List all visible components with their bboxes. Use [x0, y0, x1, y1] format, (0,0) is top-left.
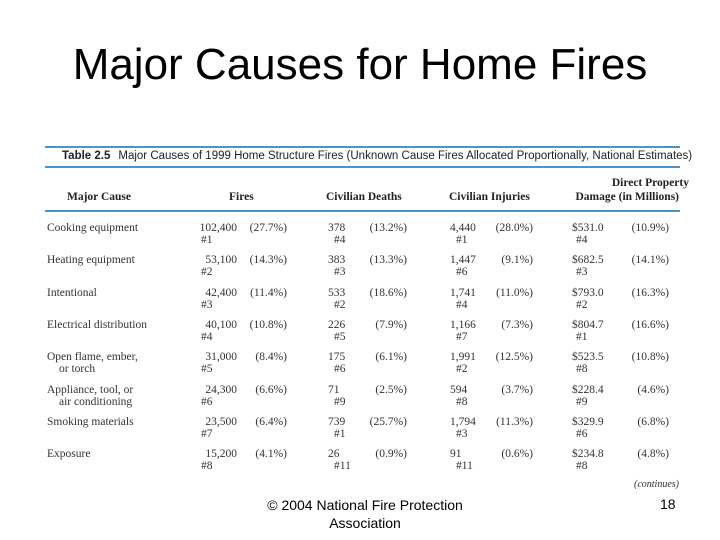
table-header-rule — [45, 210, 680, 212]
cell-fires-pct: (14.3%) — [249, 254, 287, 267]
header-civilian-injuries: Civilian Injuries — [449, 191, 530, 203]
cell-damage-pct: (16.3%) — [631, 286, 669, 299]
cell-fires-pct: (11.4%) — [250, 286, 287, 299]
cell-deaths: 383 — [328, 254, 346, 267]
header-damage-line1: Direct Property — [611, 177, 689, 189]
cell-fires-rank: #2 — [201, 266, 213, 279]
cell-damage: $329.9 — [572, 415, 604, 428]
cell-damage: $523.5 — [572, 351, 604, 364]
cell-deaths-pct: (13.2%) — [369, 222, 407, 234]
cell-damage-rank: #8 — [576, 460, 588, 473]
cell-cause: Open flame, ember, — [47, 351, 138, 364]
cell-fires-pct: (4.1%) — [255, 448, 287, 461]
cell-injuries-rank: #3 — [456, 427, 468, 440]
cell-injuries: 1,741 — [450, 286, 476, 299]
cell-fires-rank: #5 — [201, 363, 213, 376]
cell-damage-rank: #1 — [576, 330, 588, 343]
cell-deaths-rank: #6 — [334, 363, 346, 376]
cell-injuries-pct: (12.5%) — [495, 351, 533, 364]
cell-fires-rank: #3 — [201, 298, 213, 311]
cell-fires-pct: (6.6%) — [255, 383, 287, 396]
cell-injuries-pct: (11.0%) — [496, 286, 533, 299]
table-caption-rule — [45, 166, 680, 168]
cell-damage-pct: (4.6%) — [637, 383, 669, 396]
cell-injuries-rank: #7 — [456, 330, 468, 343]
header-fires: Fires — [229, 191, 254, 203]
table-caption-text: Major Causes of 1999 Home Structure Fires (Unknown Cause Fires Allocated Proportionally, National Estimates) — [118, 150, 693, 162]
table-top-rule — [45, 146, 680, 148]
cell-deaths-rank: #1 — [334, 427, 346, 440]
cell-deaths: 71 — [328, 383, 340, 396]
cell-deaths-rank: #4 — [334, 234, 346, 246]
cell-deaths: 226 — [328, 318, 346, 331]
cell-injuries: 91 — [450, 448, 462, 461]
cell-fires: 24,300 — [205, 383, 237, 396]
cell-fires-rank: #7 — [201, 427, 213, 440]
cell-fires-pct: (6.4%) — [255, 415, 287, 428]
cell-damage-rank: #4 — [576, 234, 588, 246]
cell-deaths: 533 — [328, 286, 346, 299]
cell-cause: Appliance, tool, or — [47, 383, 134, 396]
cell-damage-pct: (16.6%) — [631, 318, 669, 331]
cell-injuries-rank: #1 — [456, 234, 468, 246]
cell-damage: $531.0 — [572, 222, 604, 234]
continues-note: (continues) — [634, 479, 679, 490]
cell-deaths-pct: (25.7%) — [369, 415, 407, 428]
cell-fires-pct: (27.7%) — [249, 222, 287, 234]
cell-deaths-rank: #11 — [334, 460, 351, 473]
cell-damage-pct: (6.8%) — [637, 415, 669, 428]
cell-fires-rank: #8 — [201, 460, 213, 473]
cell-cause: Electrical distribution — [47, 318, 147, 331]
cell-injuries: 1,991 — [450, 351, 476, 364]
cell-fires: 23,500 — [205, 415, 237, 428]
cell-damage-rank: #3 — [576, 266, 588, 279]
cell-injuries-pct: (28.0%) — [495, 222, 533, 234]
cell-injuries: 4,440 — [450, 222, 476, 234]
cell-deaths: 26 — [328, 448, 340, 461]
cell-deaths-pct: (2.5%) — [375, 383, 407, 396]
cell-fires-rank: #1 — [201, 234, 213, 246]
cell-injuries-pct: (0.6%) — [501, 448, 533, 461]
cell-injuries: 1,794 — [450, 415, 476, 428]
cell-cause: Intentional — [47, 286, 97, 299]
cell-fires-pct: (10.8%) — [249, 318, 287, 331]
cell-injuries-pct: (9.1%) — [501, 254, 533, 267]
cell-damage-rank: #6 — [576, 427, 588, 440]
cell-damage: $793.0 — [572, 286, 604, 299]
footer-copyright: © 2004 National Fire Protection Association — [267, 497, 463, 531]
cell-injuries-pct: (3.7%) — [501, 383, 533, 396]
cell-damage-pct: (10.9%) — [631, 222, 669, 234]
cell-injuries-rank: #4 — [456, 298, 468, 311]
cell-damage-pct: (14.1%) — [631, 254, 669, 267]
cell-fires: 15,200 — [205, 448, 237, 461]
page-number: 18 — [660, 496, 676, 512]
cell-damage-rank: #9 — [576, 395, 588, 408]
cell-fires: 102,400 — [199, 222, 237, 234]
cell-deaths-pct: (0.9%) — [375, 448, 407, 461]
header-damage-line2: Damage (in Millions) — [575, 191, 679, 203]
cell-fires-rank: #4 — [201, 330, 213, 343]
cell-damage-rank: #2 — [576, 298, 588, 311]
cell-deaths-pct: (18.6%) — [369, 286, 407, 299]
table-label: Table 2.5 — [62, 150, 111, 162]
cell-injuries: 1,447 — [450, 254, 476, 267]
cell-deaths-pct: (6.1%) — [375, 351, 407, 364]
header-major-cause: Major Cause — [67, 191, 131, 203]
cell-deaths-rank: #5 — [334, 330, 346, 343]
cell-fires: 31,000 — [205, 351, 237, 364]
cell-deaths-rank: #9 — [334, 395, 346, 408]
cell-fires: 40,100 — [205, 318, 237, 331]
cell-damage: $682.5 — [572, 254, 604, 267]
cell-damage: $234.8 — [572, 448, 604, 461]
cell-injuries-pct: (11.3%) — [496, 415, 533, 428]
cell-fires-rank: #6 — [201, 395, 213, 408]
cell-injuries-rank: #8 — [456, 395, 468, 408]
table-caption — [62, 150, 692, 162]
cell-cause: Cooking equipment — [47, 222, 139, 234]
cell-damage-rank: #8 — [576, 363, 588, 376]
header-civilian-deaths: Civilian Deaths — [326, 191, 402, 203]
cell-cause-line2: air conditioning — [59, 395, 133, 408]
cell-damage: $228.4 — [572, 383, 604, 396]
cell-injuries-rank: #11 — [456, 460, 473, 473]
cell-deaths-pct: (7.9%) — [375, 318, 407, 331]
cell-injuries: 594 — [450, 383, 468, 396]
cell-fires: 53,100 — [205, 254, 237, 267]
cell-damage-pct: (10.8%) — [631, 351, 669, 364]
cell-deaths-rank: #3 — [334, 266, 346, 279]
slide-title: Major Causes for Home Fires — [72, 40, 648, 89]
cell-deaths-rank: #2 — [334, 298, 346, 311]
cell-injuries: 1,166 — [450, 318, 476, 331]
cell-injuries-rank: #6 — [456, 266, 468, 279]
cell-deaths: 739 — [328, 415, 346, 428]
cell-injuries-pct: (7.3%) — [501, 318, 533, 331]
cell-deaths: 175 — [328, 351, 346, 364]
cell-cause: Heating equipment — [47, 254, 135, 267]
cell-deaths: 378 — [328, 222, 346, 234]
cell-deaths-pct: (13.3%) — [369, 254, 407, 267]
cell-cause-line2: or torch — [59, 363, 96, 376]
cell-cause: Smoking materials — [47, 415, 134, 428]
cell-fires: 42,400 — [205, 286, 237, 299]
cell-damage-pct: (4.8%) — [637, 448, 669, 461]
cell-cause: Exposure — [47, 448, 91, 461]
cell-fires-pct: (8.4%) — [255, 351, 287, 364]
cell-damage: $804.7 — [572, 318, 604, 331]
cell-injuries-rank: #2 — [456, 363, 468, 376]
